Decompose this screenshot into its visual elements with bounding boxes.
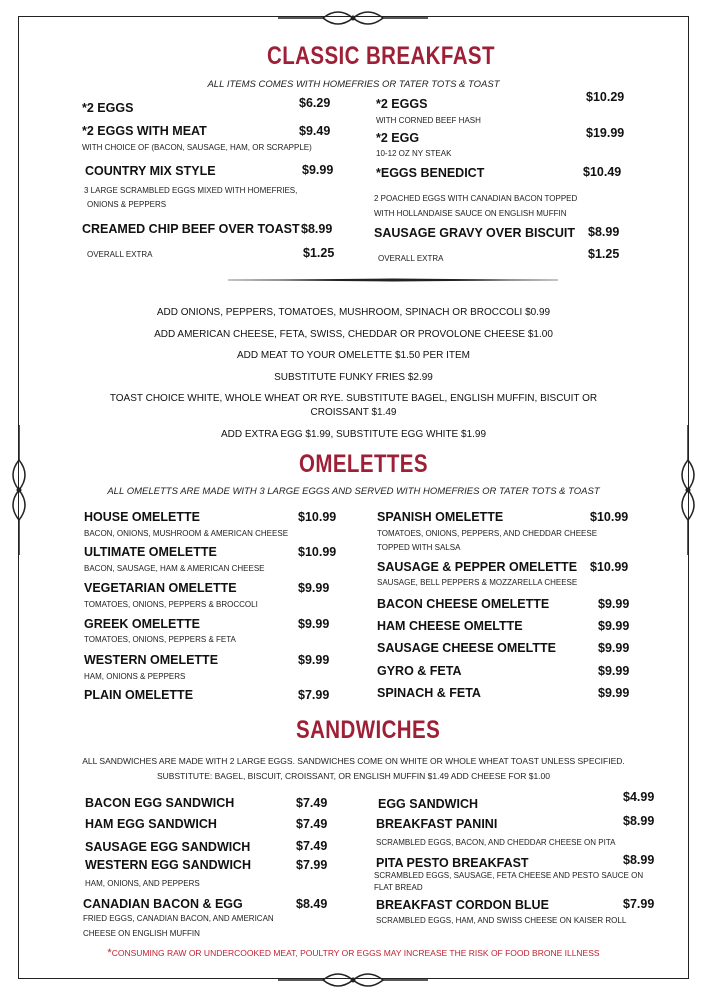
item-name: *2 EGG [376,131,420,145]
item-price: $19.99 [586,126,625,140]
top-ornament [278,8,428,28]
item-price: $9.99 [302,163,334,177]
addon-line: ADD MEAT TO YOUR OMELETTE $1.50 PER ITEM [236,350,471,361]
item-desc: HAM, ONIONS, AND PEPPERS [85,879,200,888]
item-price: $8.99 [588,225,620,239]
item-price: $8.99 [623,853,655,867]
item-name: BREAKFAST CORDON BLUE [376,898,549,912]
item-name: PLAIN OMELETTE [84,688,194,702]
bottom-ornament [278,970,428,990]
item-price: $8.49 [296,897,328,911]
item-name: SPINACH & FETA [377,686,481,700]
disclaimer-text: CONSUMING RAW OR UNDERCOOKED MEAT, POULTRY OR EGGS MAY INCREASE THE RISK OF FOOD BRONE ILLNESS [111,948,600,958]
item-name: *2 EGGS [376,97,428,111]
item-name: GYRO & FETA [377,664,462,678]
item-name: PITA PESTO BREAKFAST [376,856,529,870]
item-extra-price: $1.25 [303,246,335,260]
item-name: HAM EGG SANDWICH [85,817,217,831]
item-price: $6.29 [299,96,331,110]
item-desc: CHEESE ON ENGLISH MUFFIN [83,929,200,938]
item-name: HOUSE OMELETTE [84,510,200,524]
item-price: $7.99 [296,858,328,872]
addon-line: SUBSTITUTE FUNKY FRIES $2.99 [274,372,433,383]
addon-line: CROISSANT $1.49 [310,407,397,418]
item-desc: BACON, ONIONS, MUSHROOM & AMERICAN CHEESE [84,529,289,538]
item-desc: TOMATOES, ONIONS, PEPPERS, AND CHEDDAR CHEESE [377,529,598,538]
item-price: $9.99 [298,581,330,595]
item-desc: TOMATOES, ONIONS, PEPPERS & BROCCOLI [84,600,258,609]
item-price: $9.99 [598,664,630,678]
disclaimer [0,947,707,959]
omelettes-note: ALL OMELETTS ARE MADE WITH 3 LARGE EGGS AND SERVED WITH HOMEFRIES OR TATER TOTS & TOAST [107,486,600,497]
item-price: $9.99 [598,641,630,655]
item-price: $9.99 [598,619,630,633]
item-price: $7.99 [298,688,330,702]
addon-line: ADD EXTRA EGG $1.99, SUBSTITUTE EGG WHITE $1.99 [220,429,487,440]
menu-frame [18,16,689,979]
disclaimer-asterisk: * [107,947,112,959]
item-name: CREAMED CHIP BEEF OVER TOAST [82,222,300,236]
omelettes-title: OMELETTES [299,450,428,478]
item-name: SAUSAGE EGG SANDWICH [85,840,251,854]
addon-line: ADD ONIONS, PEPPERS, TOMATOES, MUSHROOM, SPINACH OR BROCCOLI $0.99 [156,307,551,318]
item-name: WESTERN EGG SANDWICH [85,858,251,872]
item-desc: 3 LARGE SCRAMBLED EGGS MIXED WITH HOMEFRIES, [84,186,298,195]
item-name: HAM CHEESE OMELTTE [377,619,523,633]
item-name: EGG SANDWICH [378,797,478,811]
item-desc: BACON, SAUSAGE, HAM & AMERICAN CHEESE [84,564,265,573]
item-price: $7.49 [296,817,328,831]
item-desc: OVERALL EXTRA [87,250,153,259]
item-desc: OVERALL EXTRA [378,254,444,263]
item-desc: ONIONS & PEPPERS [87,200,167,209]
item-price: $4.99 [623,790,655,804]
item-name: *2 EGGS WITH MEAT [82,124,207,138]
item-price: $10.99 [590,560,629,574]
item-desc: SAUSAGE, BELL PEPPERS & MOZZARELLA CHEESE [377,578,578,587]
item-price: $9.99 [298,653,330,667]
item-name: BACON CHEESE OMELETTE [377,597,550,611]
sandwiches-note: ALL SANDWICHES ARE MADE WITH 2 LARGE EGGS. SANDWICHES COME ON WHITE OR WHOLE WHEAT TOAST UNLESS SPECIFIED. [82,756,625,766]
addon-line: TOAST CHOICE WHITE, WHOLE WHEAT OR RYE. SUBSTITUTE BAGEL, ENGLISH MUFFIN, BISCUIT OR [109,393,598,404]
item-price: $7.49 [296,839,328,853]
item-desc: SCRAMBLED EGGS, HAM, AND SWISS CHEESE ON KAISER ROLL [376,916,627,925]
item-desc: TOMATOES, ONIONS, PEPPERS & FETA [84,635,236,644]
item-desc: WITH CORNED BEEF HASH [376,116,481,125]
item-name: BREAKFAST PANINI [376,817,498,831]
item-price: $9.99 [598,686,630,700]
breakfast-title: CLASSIC BREAKFAST [267,42,495,70]
item-name: VEGETARIAN OMELETTE [84,581,237,595]
item-price: $9.99 [298,617,330,631]
item-price: $10.49 [583,165,622,179]
item-desc: WITH HOLLANDAISE SAUCE ON ENGLISH MUFFIN [374,209,567,218]
item-desc: TOPPED WITH SALSA [377,543,461,552]
sandwiches-title: SANDWICHES [296,716,441,744]
sandwiches-note: SUBSTITUTE: BAGEL, BISCUIT, CROISSANT, OR ENGLISH MUFFIN $1.49 ADD CHEESE FOR $1.00 [157,771,550,781]
item-price: $9.49 [299,124,331,138]
section-divider [228,275,558,285]
item-extra-price: $1.25 [588,247,620,261]
item-desc: WITH CHOICE OF (BACON, SAUSAGE, HAM, OR SCRAPPLE) [82,143,312,152]
item-desc: FRIED EGGS, CANADIAN BACON, AND AMERICAN [83,914,274,923]
item-price: $7.49 [296,796,328,810]
item-name: SPANISH OMELETTE [377,510,504,524]
item-desc: FLAT BREAD [374,883,423,892]
addon-line: ADD AMERICAN CHEESE, FETA, SWISS, CHEDDAR OR PROVOLONE CHEESE $1.00 [154,329,553,340]
item-name: CANADIAN BACON & EGG [83,897,243,911]
item-name: *EGGS BENEDICT [376,166,485,180]
item-price: $8.99 [623,814,655,828]
item-price: $9.99 [598,597,630,611]
item-price: $7.99 [623,897,655,911]
item-name: COUNTRY MIX STYLE [85,164,216,178]
item-desc: SCRAMBLED EGGS, BACON, AND CHEDDAR CHEESE ON PITA [376,838,616,847]
item-name: GREEK OMELETTE [84,617,200,631]
item-name: *2 EGGS [82,101,134,115]
breakfast-note: ALL ITEMS COMES WITH HOMEFRIES OR TATER TOTS & TOAST [207,79,500,90]
item-price: $10.99 [298,510,337,524]
item-name: ULTIMATE OMELETTE [84,545,217,559]
item-name: SAUSAGE CHEESE OMELTTE [377,641,556,655]
item-name: BACON EGG SANDWICH [85,796,235,810]
item-name: SAUSAGE & PEPPER OMELETTE [377,560,578,574]
item-desc: HAM, ONIONS & PEPPERS [84,672,186,681]
item-price: $8.99 [301,222,333,236]
item-desc: 10-12 OZ NY STEAK [376,149,452,158]
item-price: $10.99 [590,510,629,524]
item-name: SAUSAGE GRAVY OVER BISCUIT [374,226,575,240]
item-desc: 2 POACHED EGGS WITH CANADIAN BACON TOPPED [374,194,578,203]
item-name: WESTERN OMELETTE [84,653,219,667]
item-price: $10.99 [298,545,337,559]
item-price: $10.29 [586,90,625,104]
item-desc: SCRAMBLED EGGS, SAUSAGE, FETA CHEESE AND PESTO SAUCE ON [374,871,644,880]
